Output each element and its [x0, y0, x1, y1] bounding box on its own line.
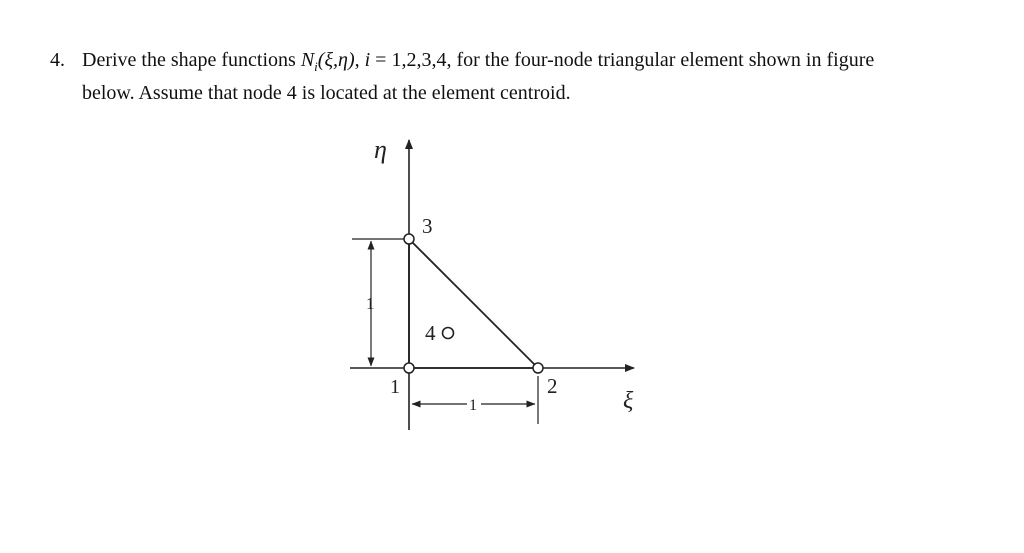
node-1-label: 1	[390, 376, 400, 398]
node-3-label: 3	[422, 214, 433, 238]
eta-axis-label: η	[374, 135, 387, 164]
node-2-label: 2	[547, 374, 558, 398]
horizontal-dim-label: 1	[469, 397, 477, 414]
xi-axis-label: ξ	[623, 388, 634, 414]
node-2	[533, 363, 543, 373]
shape-function-args: (ξ,η)	[317, 49, 355, 71]
node-4-label: 4	[425, 321, 436, 345]
node-1	[404, 363, 414, 373]
shape-function-symbol: N	[300, 49, 315, 71]
question-number: 4.	[50, 49, 65, 71]
line1-prefix: Derive the shape functions	[82, 49, 301, 71]
node-3	[404, 234, 414, 244]
shape-function-subscript: i	[314, 59, 318, 74]
comma-separator: ,	[354, 49, 365, 71]
vertical-dim-label: 1	[366, 294, 375, 313]
line1-suffix: , for the four-node triangular element shown in figure	[446, 49, 875, 71]
node-4	[443, 328, 454, 339]
index-values: = 1,2,3,4	[370, 49, 447, 71]
index-variable: i	[364, 49, 371, 71]
element-edge-2-3	[409, 239, 538, 368]
question-text-line2: below. Assume that node 4 is located at the element centroid.	[82, 82, 571, 104]
